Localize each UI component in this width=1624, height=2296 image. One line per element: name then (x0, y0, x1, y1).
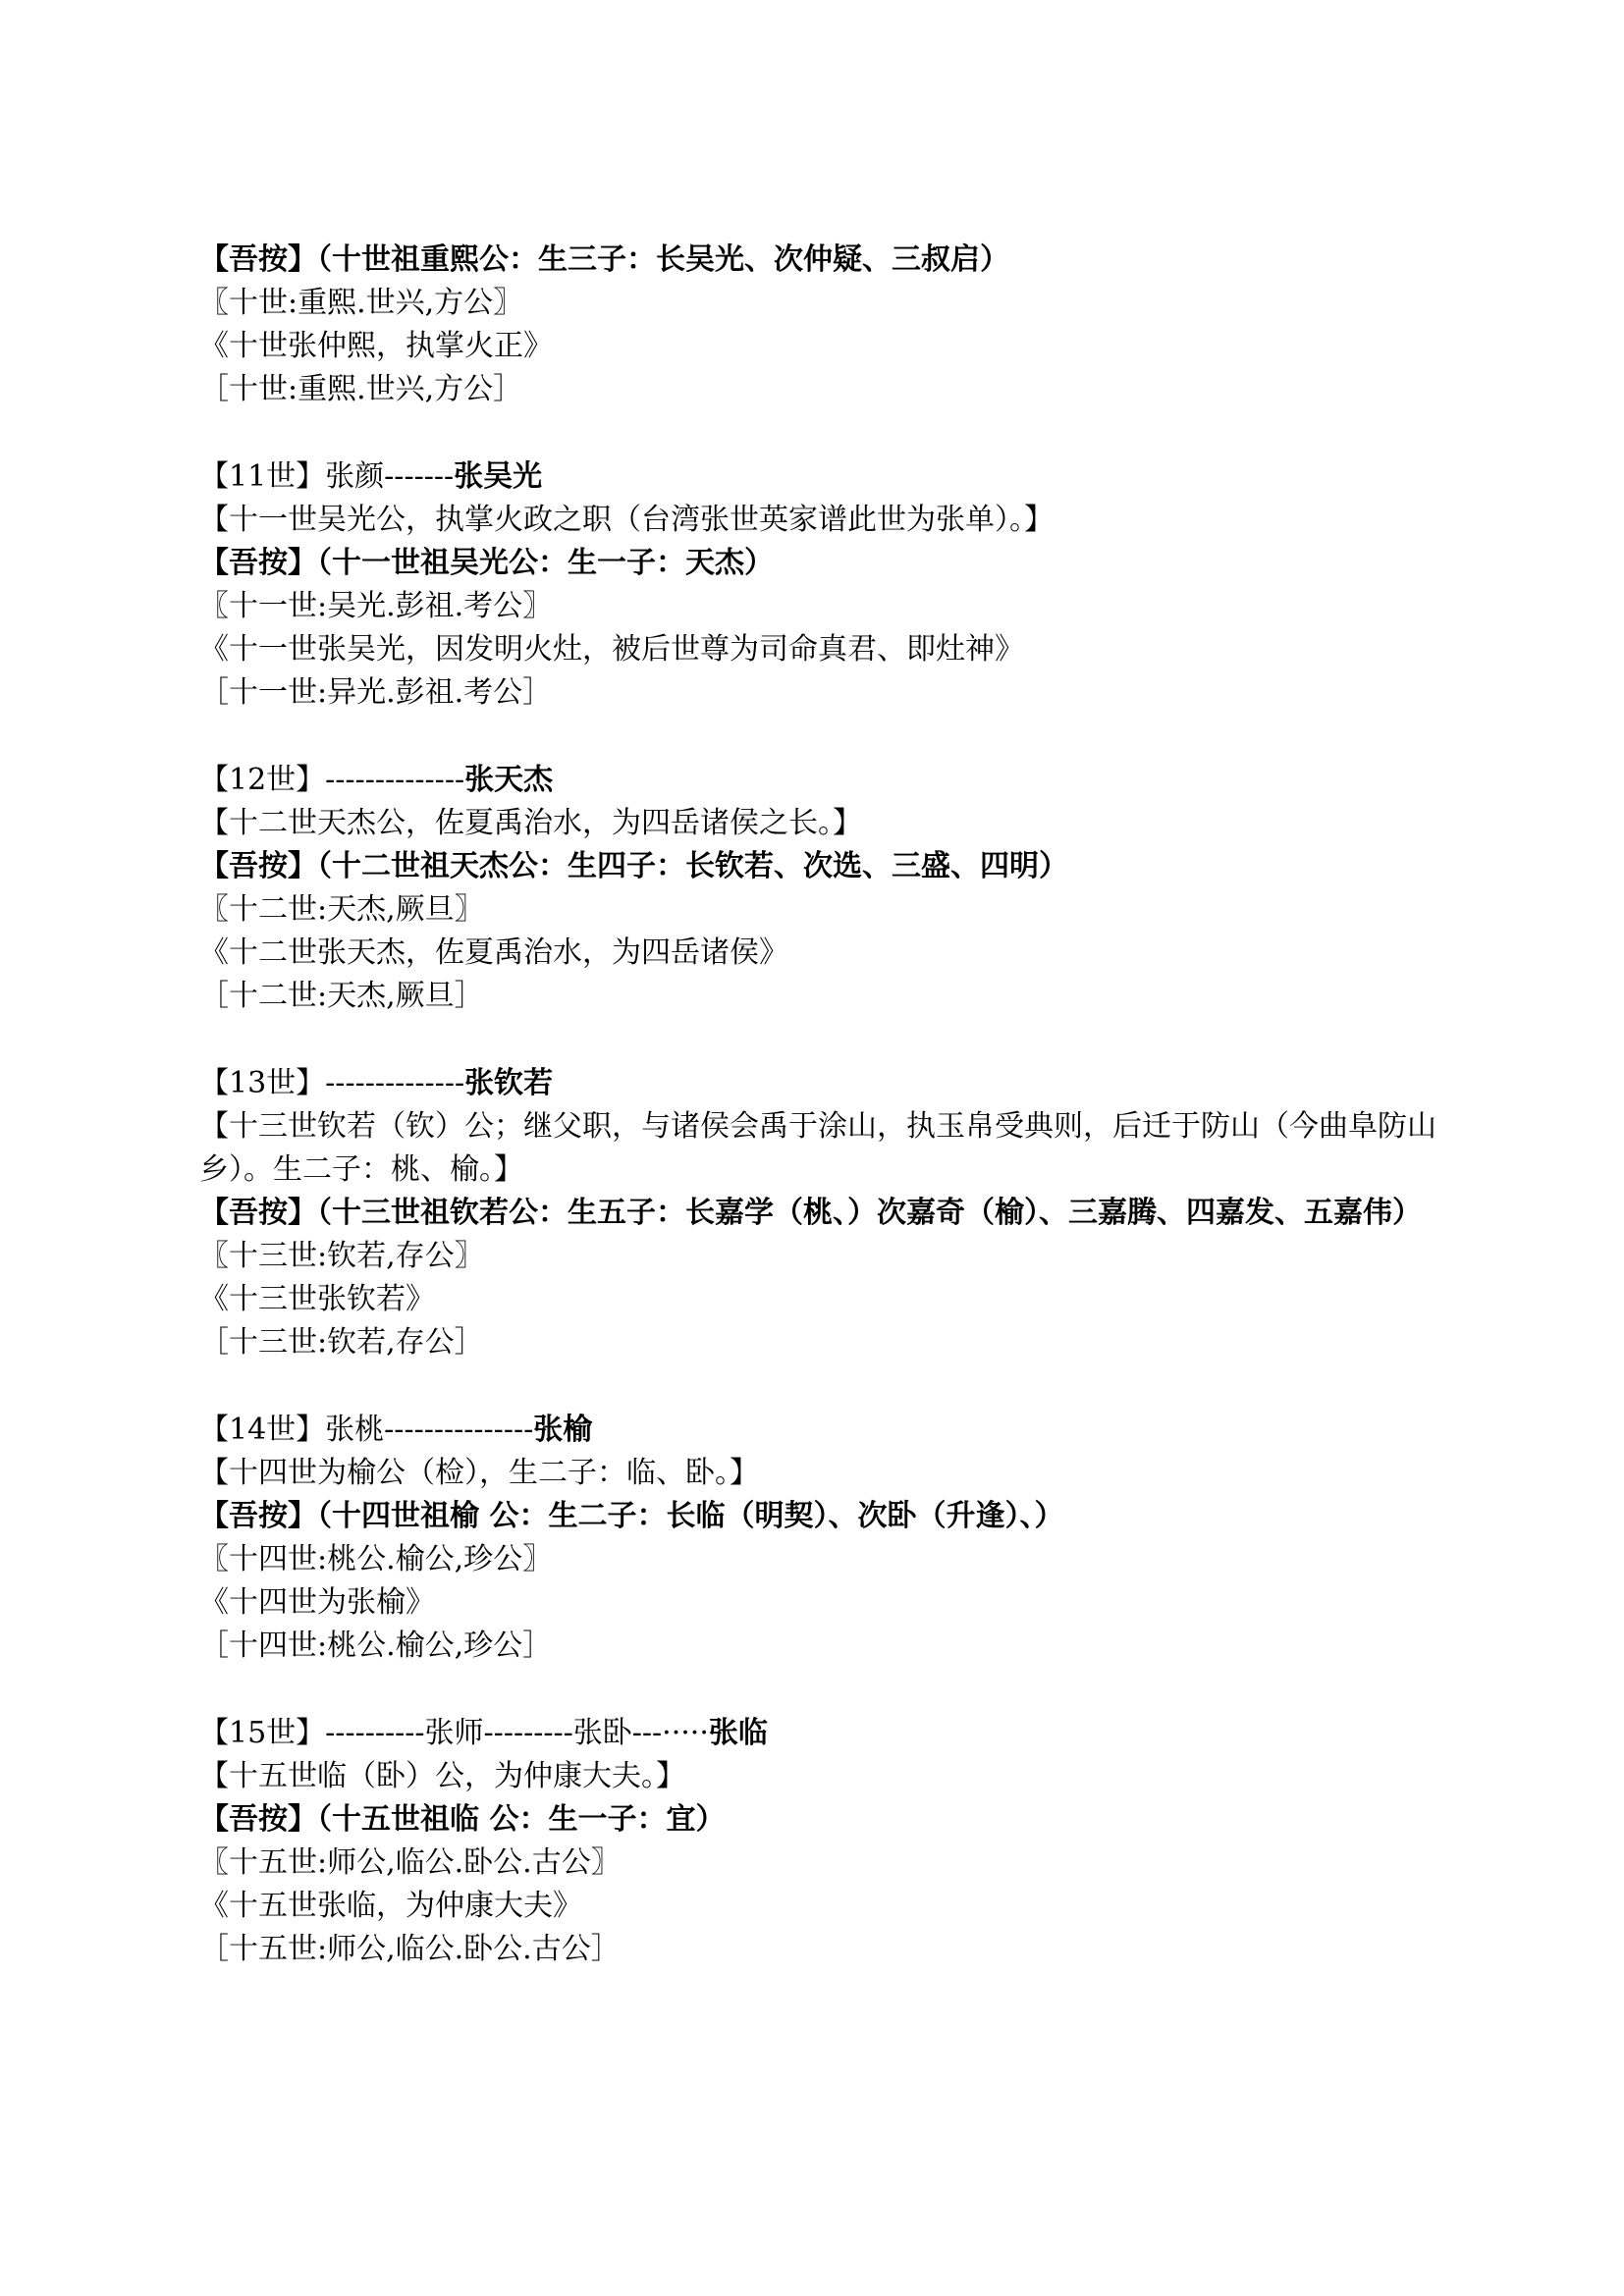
generation-block (199, 1712, 1466, 1971)
ancestor-name: 张钦若 (464, 1066, 554, 1100)
ancestor-name: 张榆 (533, 1413, 593, 1447)
document-page (199, 239, 1466, 2015)
record-line: ［十四世:桃公.榆公,珍公］ (199, 1629, 553, 1663)
record-line: 【十四世为榆公（检），生二子：临、卧。】 (199, 1456, 759, 1490)
lineage-prefix: 【15世】----------张师---------张卧---····· (199, 1716, 709, 1750)
record-line: ［十五世:师公,临公.卧公.古公］ (199, 1932, 621, 1966)
record-line: 《十世张仲熙，执掌火正》 (199, 329, 553, 363)
record-line: ［十三世:钦若,存公］ (199, 1325, 484, 1360)
generation-block (199, 759, 1466, 1018)
generation-heading (199, 1712, 1466, 1755)
record-line: 《十三世张钦若》 (199, 1282, 435, 1316)
author-note-line: 【吾按】（十五世祖临 公：生一子：宜） (199, 1802, 726, 1837)
record-line: 【十五世临（卧）公，为仲康大夫。】 (199, 1759, 685, 1793)
record-line: 〖十三世:钦若,存公〗 (199, 1239, 484, 1273)
record-line: ［十一世:异光.彭祖.考公］ (199, 675, 553, 710)
generation-block (199, 1062, 1466, 1364)
generation-heading (199, 1062, 1466, 1105)
record-line: 〖十二世:天杰,厥旦〗 (199, 892, 484, 927)
ancestor-name: 张吴光 (454, 459, 543, 494)
lineage-prefix: 【14世】张桃--------------- (199, 1413, 534, 1447)
author-note-line: 【吾按】（十世祖重熙公：生三子：长吴光、次仲疑、三叔启） (199, 242, 1009, 277)
record-line: 【十三世钦若（钦）公；继父职，与诸侯会禹于涂山，执玉帛受典则，后迁于防山（今曲阜防山乡）。生二子：桃、榆。】 (199, 1109, 1436, 1187)
lineage-prefix: 【12世】-------------- (199, 763, 465, 797)
record-line: 〖十世:重熙.世兴,方公〗 (199, 286, 523, 320)
record-line: 〖十一世:吴光.彭祖.考公〗 (199, 589, 553, 623)
author-note-line: 【吾按】（十四世祖榆 公：生二子：长临（明契）、次卧（升逢）、） (199, 1499, 1064, 1533)
record-line: 〖十四世:桃公.榆公,珍公〗 (199, 1542, 553, 1576)
lineage-prefix: 【11世】张颜------- (199, 459, 455, 494)
record-line: 〖十五世:师公,临公.卧公.古公〗 (199, 1845, 621, 1880)
record-line: 【十一世吴光公，执掌火政之职（台湾张世英家谱此世为张单）。】 (199, 503, 1054, 537)
generation-heading (199, 1409, 1466, 1452)
generation-block (199, 239, 1466, 411)
ancestor-name: 张天杰 (464, 763, 554, 797)
record-line: 《十一世张吴光，因发明火灶，被后世尊为司命真君、即灶神》 (199, 632, 1024, 667)
generation-heading (199, 759, 1466, 802)
lineage-prefix: 【13世】-------------- (199, 1066, 465, 1100)
record-line: ［十二世:天杰,厥旦］ (199, 979, 484, 1013)
generation-block (199, 455, 1466, 715)
record-line: ［十世:重熙.世兴,方公］ (199, 372, 523, 406)
record-line: 《十二世张天杰，佐夏禹治水，为四岳诸侯》 (199, 935, 788, 970)
author-note-line: 【吾按】（十一世祖吴光公：生一子：天杰） (199, 546, 774, 580)
generation-heading (199, 455, 1466, 499)
generation-block (199, 1409, 1466, 1668)
author-note-line: 【吾按】（十三世祖钦若公：生五子：长嘉学（桃、）次嘉奇（榆）、三嘉腾、四嘉发、五嘉伟） (199, 1196, 1422, 1230)
record-line: 《十四世为张榆》 (199, 1585, 435, 1620)
record-line: 《十五世张临，为仲康大夫》 (199, 1889, 582, 1923)
record-line: 【十二世天杰公，佐夏禹治水，为四岳诸侯之长。】 (199, 806, 862, 840)
ancestor-name: 张临 (708, 1716, 768, 1750)
author-note-line: 【吾按】（十二世祖天杰公：生四子：长钦若、次选、三盛、四明） (199, 849, 1068, 883)
